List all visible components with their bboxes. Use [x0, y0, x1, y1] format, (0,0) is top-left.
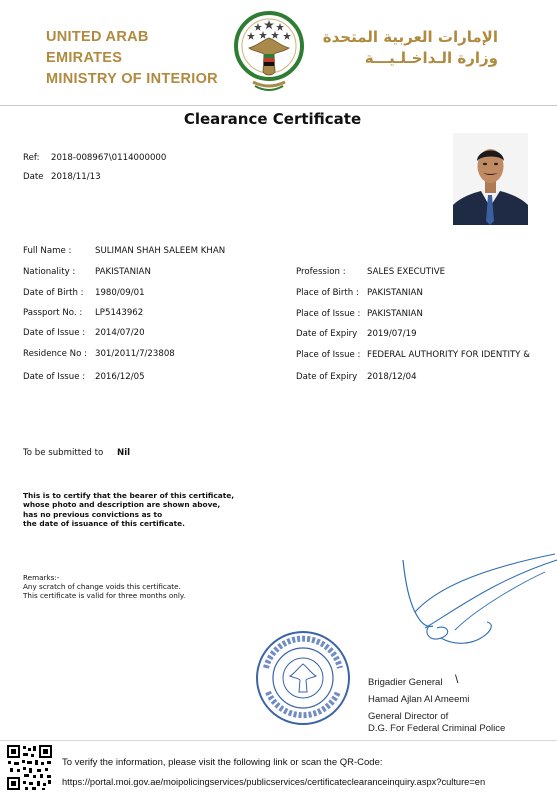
- header-country-en: UNITED ARAB EMIRATES: [46, 29, 149, 66]
- dob-value: 1980/09/01: [95, 288, 145, 298]
- profession-label: Profession :: [296, 267, 346, 277]
- passport-issue-value: 2014/07/20: [95, 328, 145, 338]
- residence-value: 301/2011/7/23808: [95, 349, 175, 359]
- ref-label: Ref:: [23, 153, 40, 163]
- residence-expiry-label: Date of Expiry: [296, 372, 358, 382]
- ref-value: 2018-008967\0114000000: [51, 153, 167, 163]
- header-arabic: [318, 27, 498, 69]
- passport-poi-value: PAKISTANIAN: [367, 309, 423, 319]
- full-name-value: SULIMAN SHAH SALEEM KHAN: [95, 246, 226, 256]
- footer-divider: [0, 740, 557, 741]
- submitted-to-label: To be submitted to: [23, 448, 104, 458]
- certification-statement: [23, 491, 234, 528]
- header-country-ar: الإمارات العربية المتحدة: [322, 28, 498, 46]
- certification-line: This is to certify that the bearer of this certificate,: [23, 491, 235, 500]
- official-seal-icon: [252, 628, 354, 728]
- residence-expiry-value: 2018/12/04: [367, 372, 417, 382]
- signatory-slash: \: [455, 672, 459, 686]
- dob-label: Date of Birth :: [23, 288, 84, 298]
- header-ministry-ar: وزارة الـداخـلـيـــة: [364, 49, 498, 67]
- date-value: 2018/11/13: [51, 172, 101, 182]
- certification-line: whose photo and description are shown above,: [23, 500, 221, 510]
- pob-label: Place of Birth :: [296, 288, 359, 298]
- verify-instruction: To verify the information, please visit the following link or scan the QR-Code:: [62, 757, 383, 768]
- profession-value: SALES EXECUTIVE: [367, 267, 446, 277]
- verify-link[interactable]: https://portal.moi.gov.ae/moipolicingservices/publicservices/certificateclearanceinquiry.aspx?culture=en: [62, 777, 486, 787]
- applicant-photo-icon: [453, 133, 528, 225]
- signatory-name: Hamad Ajlan Al Ameemi: [368, 694, 470, 705]
- residence-poi-value: FEDERAL AUTHORITY FOR IDENTITY &: [367, 350, 530, 360]
- remarks-line: This certificate is valid for three months only.: [23, 591, 186, 600]
- residence-poi-label: Place of Issue :: [296, 350, 361, 360]
- signatory-rank: Brigadier General: [368, 677, 443, 688]
- passport-expiry-label: Date of Expiry: [296, 329, 358, 339]
- remarks: [23, 573, 185, 600]
- qr-code-icon[interactable]: [6, 744, 53, 791]
- pob-value: PAKISTANIAN: [367, 288, 423, 298]
- header-divider: [0, 105, 557, 106]
- signatory-title-line1: General Director of: [368, 711, 449, 722]
- passport-label: Passport No. :: [23, 308, 83, 318]
- residence-label: Residence No :: [23, 349, 87, 359]
- nationality-label: Nationality :: [23, 267, 76, 277]
- submitted-to-value: Nil: [117, 448, 131, 458]
- full-name-label: Full Name :: [23, 246, 72, 256]
- certification-line: the date of issuance of this certificate.: [23, 518, 185, 528]
- passport-value: LP5143962: [95, 308, 144, 318]
- residence-issue-value: 2016/12/05: [95, 372, 145, 382]
- date-label: Date: [23, 172, 44, 182]
- residence-issue-label: Date of Issue :: [23, 372, 86, 382]
- signature-icon: [395, 550, 557, 650]
- passport-expiry-value: 2019/07/19: [367, 329, 417, 339]
- uae-emblem-icon: [233, 10, 305, 100]
- certification-line: has no previous convictions as to: [23, 509, 163, 519]
- nationality-value: PAKISTANIAN: [95, 267, 151, 277]
- passport-poi-label: Place of Issue :: [296, 309, 361, 319]
- remarks-heading: Remarks:-: [23, 573, 60, 582]
- remarks-line: Any scratch of change voids this certificate.: [23, 582, 181, 591]
- document-title: Clearance Certificate: [183, 110, 362, 128]
- passport-issue-label: Date of Issue :: [23, 328, 86, 338]
- header-english: [46, 27, 226, 90]
- header-ministry-en: MINISTRY OF INTERIOR: [46, 71, 218, 87]
- signatory-title-line2: D.G. For Federal Criminal Police: [368, 723, 506, 734]
